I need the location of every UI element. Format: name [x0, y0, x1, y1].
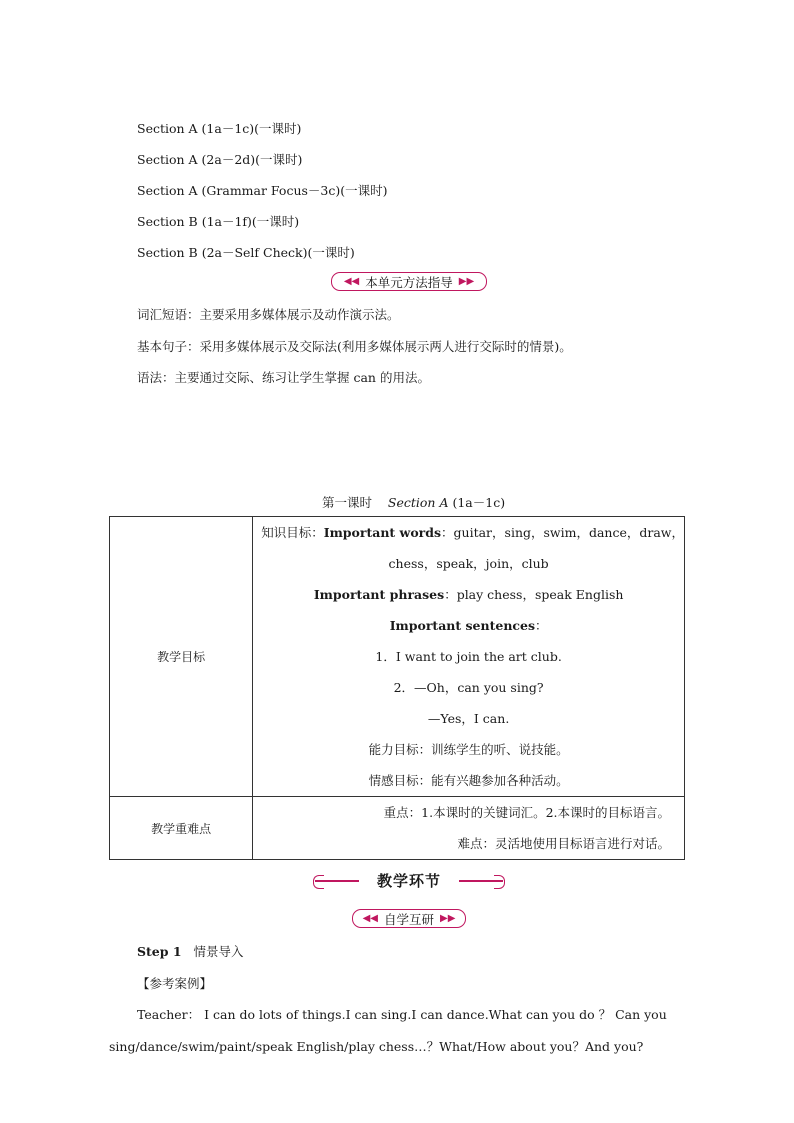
- study-badge-label: 自学互研: [383, 911, 434, 927]
- schedule-item: Section B (2a－Self Check)(一课时): [137, 245, 355, 260]
- schedule-item: Section A (Grammar Focus－3c)(一课时): [137, 183, 388, 198]
- teacher-line-2: sing/dance/swim/paint/speak English/play chess…？What/How about you？And you?: [109, 1039, 644, 1054]
- sentence-1: 1．I want to join the art club.: [375, 649, 562, 664]
- objectives-table: [109, 516, 685, 860]
- reference-label: 【参考案例】: [137, 976, 213, 991]
- sentences-colon: ：: [535, 618, 548, 633]
- table-row: [110, 797, 685, 860]
- knowledge-words-line: [253, 517, 684, 548]
- words-label: Important words: [323, 525, 442, 540]
- schedule-item: Section B (1a－1f)(一课时): [137, 214, 300, 229]
- objectives-cell: [253, 517, 685, 797]
- double-right-arrow-icon: ▶▶: [458, 276, 475, 287]
- objectives-label: 教学目标: [110, 517, 253, 797]
- method-badge: [331, 272, 487, 291]
- method-badge-label: 本单元方法指导: [365, 274, 453, 290]
- difficulties-cell: [253, 797, 685, 860]
- double-left-arrow-icon: ◀◀: [362, 913, 378, 924]
- phrases-text: ：play chess，speak English: [444, 587, 624, 602]
- difficulties-label: 教学重难点: [110, 797, 253, 860]
- method-line: 词汇短语：主要采用多媒体展示及动作演示法。: [137, 307, 400, 322]
- step-1-heading: [137, 942, 243, 960]
- sentences-heading: [253, 610, 684, 641]
- lesson-title-prefix: 第一课时: [322, 495, 373, 510]
- heading-right-cap: [494, 875, 505, 889]
- teacher-line-1: Teacher： I can do lots of things.I can sing.I can dance.What can you do ？ Can you: [137, 1007, 667, 1022]
- section-heading-label: 教学环节: [359, 871, 459, 891]
- method-line: 语法：主要通过交际、练习让学生掌握 can 的用法。: [137, 370, 430, 385]
- key-points: 重点：1.本课时的关键词汇。2.本课时的目标语言。: [383, 805, 670, 820]
- heading-left-cap: [313, 875, 324, 889]
- sentences-label: Important sentences: [389, 618, 536, 633]
- ability-goal: 能力目标：训练学生的听、说技能。: [368, 742, 569, 757]
- sentence-2: 2．—Oh，can you sing?: [393, 680, 544, 695]
- step-1-label: Step 1: [137, 944, 182, 959]
- knowledge-prefix: 知识目标：: [261, 525, 324, 540]
- words-list-2: chess，speak，join，club: [388, 556, 549, 571]
- double-right-arrow-icon: ▶▶: [440, 913, 456, 924]
- emotion-goal: 情感目标：能有兴趣参加各种活动。: [368, 773, 569, 788]
- method-line: 基本句子：采用多媒体展示及交际法(利用多媒体展示两人进行交际时的情景)。: [137, 339, 572, 354]
- lesson-title-range: (1a－1c): [452, 495, 506, 510]
- phrases-label: Important phrases: [313, 587, 445, 602]
- lesson-title: [322, 493, 505, 511]
- sentence-3: —Yes，I can.: [427, 711, 510, 726]
- schedule-item: Section A (1a－1c)(一课时): [137, 121, 302, 136]
- difficult-points: 难点：灵活地使用目标语言进行对话。: [457, 836, 670, 851]
- words-list-1: ：guitar，sing，swim，dance，draw，: [441, 525, 684, 540]
- study-badge: [352, 909, 466, 928]
- table-row: [110, 517, 685, 797]
- schedule-item: Section A (2a－2d)(一课时): [137, 152, 303, 167]
- double-left-arrow-icon: ◀◀: [343, 276, 360, 287]
- section-heading: [315, 871, 503, 891]
- phrases-line: [253, 579, 684, 610]
- lesson-title-section: Section A: [387, 495, 449, 510]
- step-1-title: 情景导入: [193, 944, 244, 959]
